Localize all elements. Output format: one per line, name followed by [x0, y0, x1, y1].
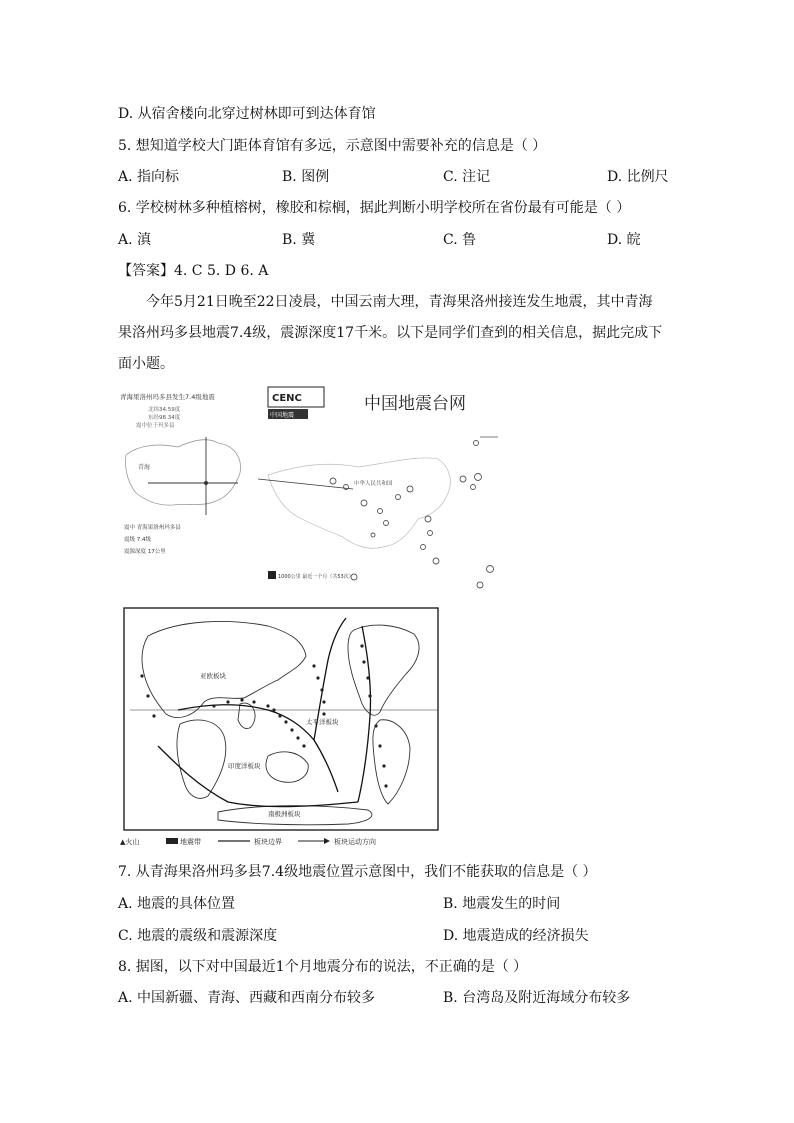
scale-marker	[268, 571, 276, 579]
q8-option-a: A. 中国新疆、青海、西藏和西南分布较多	[118, 990, 376, 1006]
q8-option-b: B. 台湾岛及附近海域分布较多	[443, 990, 631, 1006]
q6-option-b: B. 冀	[282, 232, 316, 248]
figure-world-plates	[118, 606, 440, 850]
right-panel	[258, 387, 498, 588]
cenc-logo-sub: 中国地震	[270, 412, 295, 419]
cenc-logo-text: CENC	[272, 393, 302, 404]
q-prev-option-d: D. 从宿舍楼向北穿过树林即可到达体育馆	[118, 106, 376, 122]
left-province: 青海	[138, 464, 151, 471]
q8-stem: 8. 据图，以下对中国最近1个月地震分布的说法，不正确的是（ ）	[118, 959, 528, 975]
q5-option-b: B. 图例	[282, 169, 330, 185]
province-outline	[125, 440, 240, 505]
passage-line-3: 面小题。	[118, 356, 174, 372]
figure-earthquake-info-svg	[118, 385, 508, 590]
main-title: 中国地震台网	[364, 394, 466, 414]
china-coastline	[268, 458, 450, 548]
legend-motion-arrowhead	[324, 838, 330, 844]
plates-legend	[120, 837, 376, 846]
left-sub2: 东经98.34度	[148, 415, 181, 421]
map-country-label: 中华人民共和国	[354, 481, 393, 487]
legend-boundary: 板块边界	[254, 838, 282, 846]
left-sub1: 北纬34.59度	[148, 407, 181, 413]
legend-volcano: ▲火山	[120, 838, 140, 846]
q7-stem: 7. 从青海果洛州玛多县7.4级地震位置示意图中，我们不能获取的信息是（ ）	[118, 864, 597, 880]
plate-eurasia: 亚欧板块	[200, 672, 226, 680]
legend-line-2: 震级 7.4级	[124, 537, 151, 543]
figure-world-plates-svg	[118, 606, 440, 850]
map-frame	[124, 608, 438, 830]
epicenter-circles	[330, 441, 494, 589]
q7-option-b: B. 地震发生的时间	[443, 896, 561, 912]
q6-stem: 6. 学校树林多种植榕树，橡胶和棕榈，据此判断小明学校所在省份最有可能是（ ）	[118, 200, 631, 216]
legend-belt: 地震带	[180, 838, 201, 846]
q5-option-d: D. 比例尺	[607, 169, 669, 185]
epicenter-dot	[204, 481, 208, 485]
legend-line-3: 震源深度 17公里	[124, 549, 166, 555]
q6-option-c: C. 鲁	[443, 232, 477, 248]
figure-earthquake-info	[118, 385, 508, 590]
legend-line-1: 震中 青海果洛州玛多县	[124, 525, 181, 531]
left-panel	[120, 392, 241, 555]
plate-antarctic: 南极洲板块	[268, 810, 301, 818]
legend-belt-swatch	[166, 838, 178, 844]
passage-line-2: 果洛州玛多县地震7.4级，震源深度17千米。以下是同学们查到的相关信息，据此完成下	[118, 325, 663, 341]
q7-option-a: A. 地震的具体位置	[118, 896, 236, 912]
passage-line-1: 今年5月21日晚至22日凌晨，中国云南大理，青海果洛州接连发生地震，其中青海	[146, 294, 653, 310]
q6-option-a: A. 滇	[118, 232, 152, 248]
q7-option-d: D. 地震造成的经济损失	[443, 928, 589, 944]
plate-pacific: 太平洋板块	[306, 718, 339, 726]
q5-option-a: A. 指向标	[118, 169, 180, 185]
legend-motion: 板块运动方向	[334, 838, 376, 846]
left-sub3: 震中位于玛多县	[136, 423, 175, 429]
answer-line: 【答案】4. C 5. D 6. A	[118, 263, 269, 279]
scale-text: 1000公里 最近一个月（共53次）	[278, 574, 354, 580]
q7-option-c: C. 地震的震级和震源深度	[118, 928, 278, 944]
left-title: 青海果洛州玛多县发生7.4级地震	[120, 393, 215, 401]
q5-stem: 5. 想知道学校大门距体育馆有多远，示意图中需要补充的信息是（ ）	[118, 138, 547, 154]
q6-option-d: D. 皖	[607, 232, 641, 248]
plate-indo: 印度洋板块	[228, 762, 261, 770]
q5-option-c: C. 注记	[443, 169, 491, 185]
